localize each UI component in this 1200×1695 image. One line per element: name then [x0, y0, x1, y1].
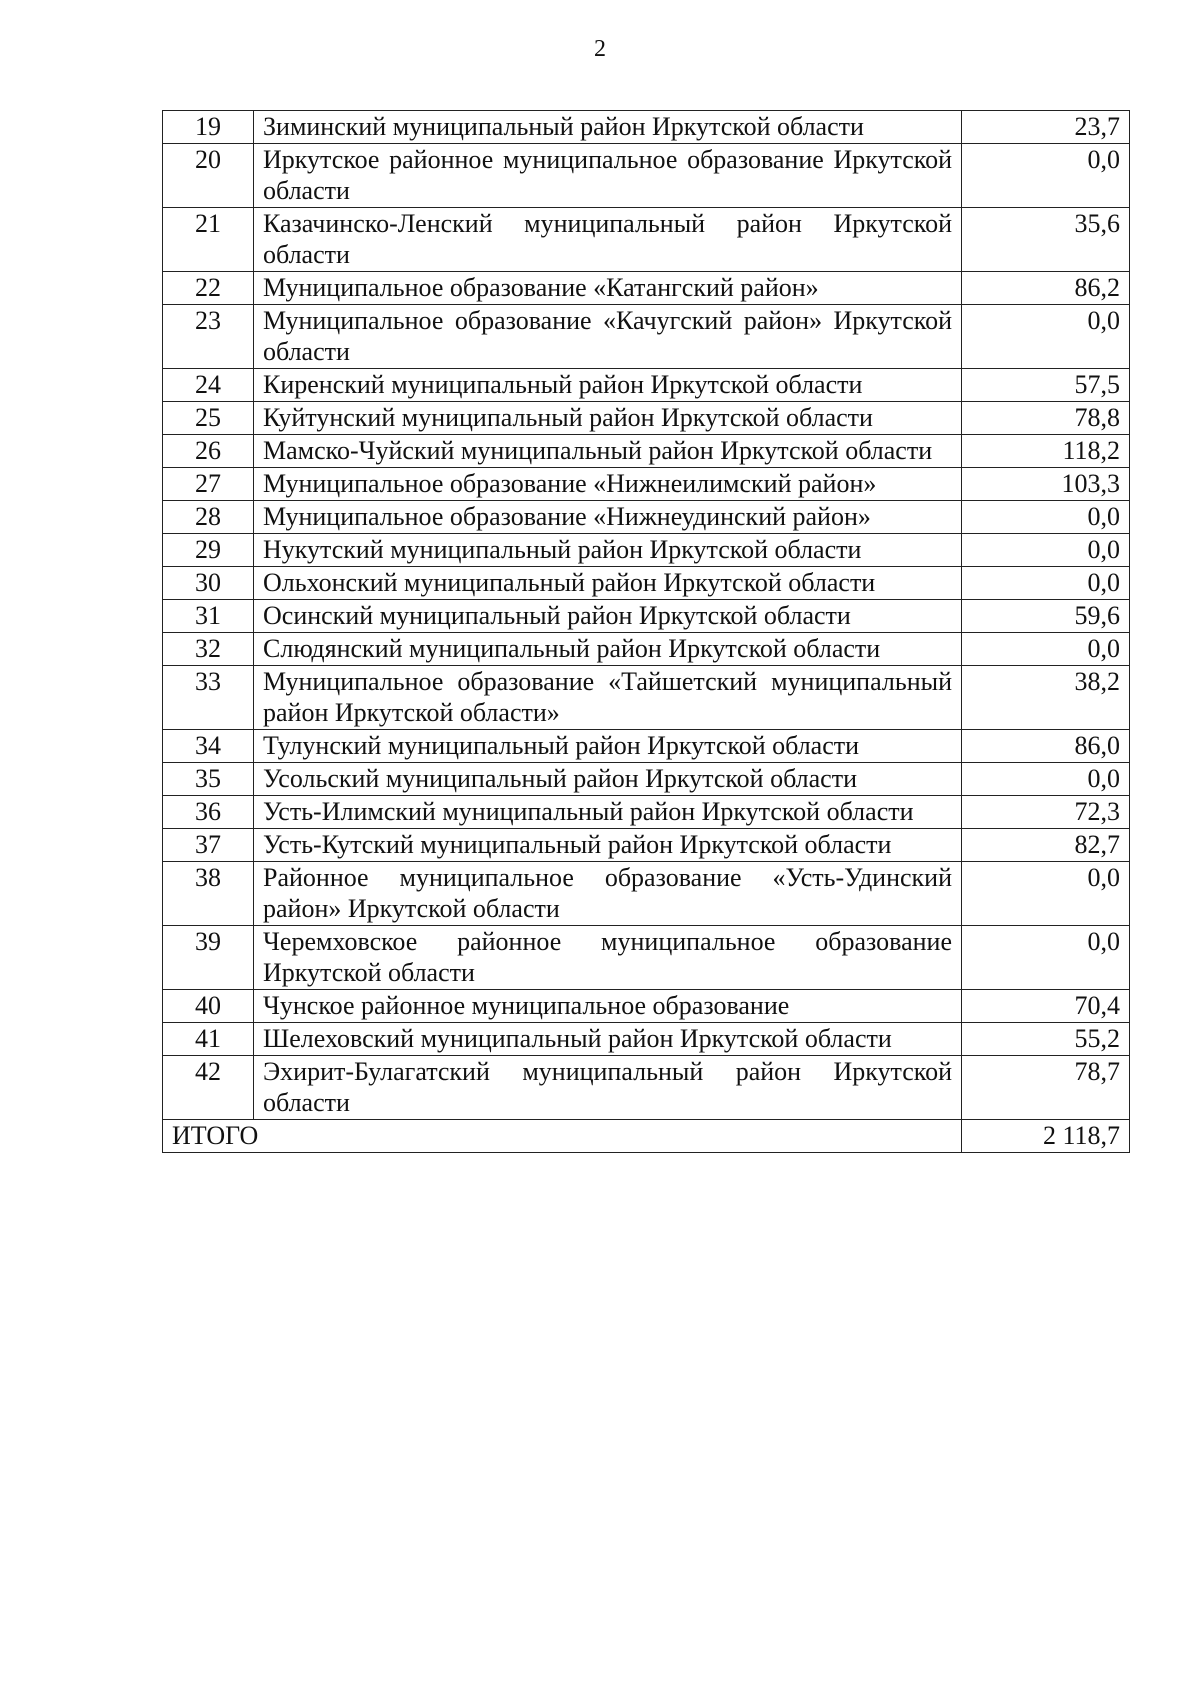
total-label: ИТОГО — [163, 1120, 962, 1153]
amount-value: 0,0 — [962, 567, 1130, 600]
row-number: 29 — [163, 534, 254, 567]
district-name: Усть-Кутский муниципальный район Иркутской области — [254, 829, 962, 862]
row-number: 27 — [163, 468, 254, 501]
district-name: Мамско-Чуйский муниципальный район Иркутской области — [254, 435, 962, 468]
district-name: Районное муниципальное образование «Усть-Удинский район» Иркутской области — [254, 862, 962, 926]
district-name: Муниципальное образование «Нижнеудинский район» — [254, 501, 962, 534]
table-row — [163, 796, 1130, 829]
table-row — [163, 208, 1130, 272]
row-number: 25 — [163, 402, 254, 435]
district-name: Иркутское районное муниципальное образование Иркутской области — [254, 144, 962, 208]
district-name: Казачинско-Ленский муниципальный район Иркутской области — [254, 208, 962, 272]
district-name: Чунское районное муниципальное образование — [254, 990, 962, 1023]
district-name: Осинский муниципальный район Иркутской области — [254, 600, 962, 633]
district-name: Черемховское районное муниципальное образование Иркутской области — [254, 926, 962, 990]
row-number: 31 — [163, 600, 254, 633]
table-body — [163, 111, 1130, 1120]
amount-value: 23,7 — [962, 111, 1130, 144]
table-row — [163, 534, 1130, 567]
amount-value: 0,0 — [962, 763, 1130, 796]
amount-value: 59,6 — [962, 600, 1130, 633]
district-name: Муниципальное образование «Нижнеилимский район» — [254, 468, 962, 501]
table-row — [163, 730, 1130, 763]
table-row — [163, 862, 1130, 926]
amount-value: 86,2 — [962, 272, 1130, 305]
district-name: Муниципальное образование «Тайшетский муниципальный район Иркутской области» — [254, 666, 962, 730]
page-number: 2 — [594, 36, 606, 62]
table-row — [163, 666, 1130, 730]
amount-value: 57,5 — [962, 369, 1130, 402]
table-row — [163, 600, 1130, 633]
row-number: 32 — [163, 633, 254, 666]
amount-value: 78,7 — [962, 1056, 1130, 1120]
row-number: 22 — [163, 272, 254, 305]
row-number: 30 — [163, 567, 254, 600]
table-row — [163, 111, 1130, 144]
row-number: 19 — [163, 111, 254, 144]
amount-value: 38,2 — [962, 666, 1130, 730]
district-name: Ольхонский муниципальный район Иркутской области — [254, 567, 962, 600]
district-name: Усольский муниципальный район Иркутской области — [254, 763, 962, 796]
amount-value: 103,3 — [962, 468, 1130, 501]
table-row — [163, 369, 1130, 402]
district-name: Тулунский муниципальный район Иркутской области — [254, 730, 962, 763]
table-row — [163, 990, 1130, 1023]
row-number: 34 — [163, 730, 254, 763]
table-row — [163, 305, 1130, 369]
row-number: 21 — [163, 208, 254, 272]
amount-value: 0,0 — [962, 305, 1130, 369]
total-row — [163, 1120, 1130, 1153]
row-number: 41 — [163, 1023, 254, 1056]
district-name: Зиминский муниципальный район Иркутской области — [254, 111, 962, 144]
table-row — [163, 763, 1130, 796]
amount-value: 0,0 — [962, 862, 1130, 926]
row-number: 33 — [163, 666, 254, 730]
amount-value: 0,0 — [962, 501, 1130, 534]
amount-value: 78,8 — [962, 402, 1130, 435]
amount-value: 0,0 — [962, 633, 1130, 666]
districts-table — [162, 110, 1130, 1153]
amount-value: 72,3 — [962, 796, 1130, 829]
district-name: Эхирит-Булагатский муниципальный район Иркутской области — [254, 1056, 962, 1120]
table-total — [163, 1120, 1130, 1153]
row-number: 26 — [163, 435, 254, 468]
table-row — [163, 468, 1130, 501]
district-name: Киренский муниципальный район Иркутской области — [254, 369, 962, 402]
table-row — [163, 1023, 1130, 1056]
district-name: Нукутский муниципальный район Иркутской области — [254, 534, 962, 567]
table-row — [163, 567, 1130, 600]
table-row — [163, 633, 1130, 666]
district-name: Усть-Илимский муниципальный район Иркутской области — [254, 796, 962, 829]
amount-value: 118,2 — [962, 435, 1130, 468]
table-row — [163, 402, 1130, 435]
row-number: 40 — [163, 990, 254, 1023]
row-number: 36 — [163, 796, 254, 829]
table-row — [163, 272, 1130, 305]
amount-value: 70,4 — [962, 990, 1130, 1023]
district-name: Куйтунский муниципальный район Иркутской области — [254, 402, 962, 435]
amount-value: 35,6 — [962, 208, 1130, 272]
district-name: Муниципальное образование «Катангский район» — [254, 272, 962, 305]
row-number: 37 — [163, 829, 254, 862]
row-number: 35 — [163, 763, 254, 796]
amount-value: 0,0 — [962, 534, 1130, 567]
amount-value: 86,0 — [962, 730, 1130, 763]
row-number: 38 — [163, 862, 254, 926]
district-name: Муниципальное образование «Качугский район» Иркутской области — [254, 305, 962, 369]
table-row — [163, 1056, 1130, 1120]
table-row — [163, 829, 1130, 862]
row-number: 28 — [163, 501, 254, 534]
table-row — [163, 435, 1130, 468]
row-number: 23 — [163, 305, 254, 369]
row-number: 39 — [163, 926, 254, 990]
amount-value: 0,0 — [962, 144, 1130, 208]
amount-value: 0,0 — [962, 926, 1130, 990]
row-number: 24 — [163, 369, 254, 402]
table-row — [163, 926, 1130, 990]
row-number: 20 — [163, 144, 254, 208]
table-row — [163, 144, 1130, 208]
total-value: 2 118,7 — [962, 1120, 1130, 1153]
row-number: 42 — [163, 1056, 254, 1120]
table-row — [163, 501, 1130, 534]
amount-value: 82,7 — [962, 829, 1130, 862]
district-name: Слюдянский муниципальный район Иркутской области — [254, 633, 962, 666]
district-name: Шелеховский муниципальный район Иркутской области — [254, 1023, 962, 1056]
amount-value: 55,2 — [962, 1023, 1130, 1056]
